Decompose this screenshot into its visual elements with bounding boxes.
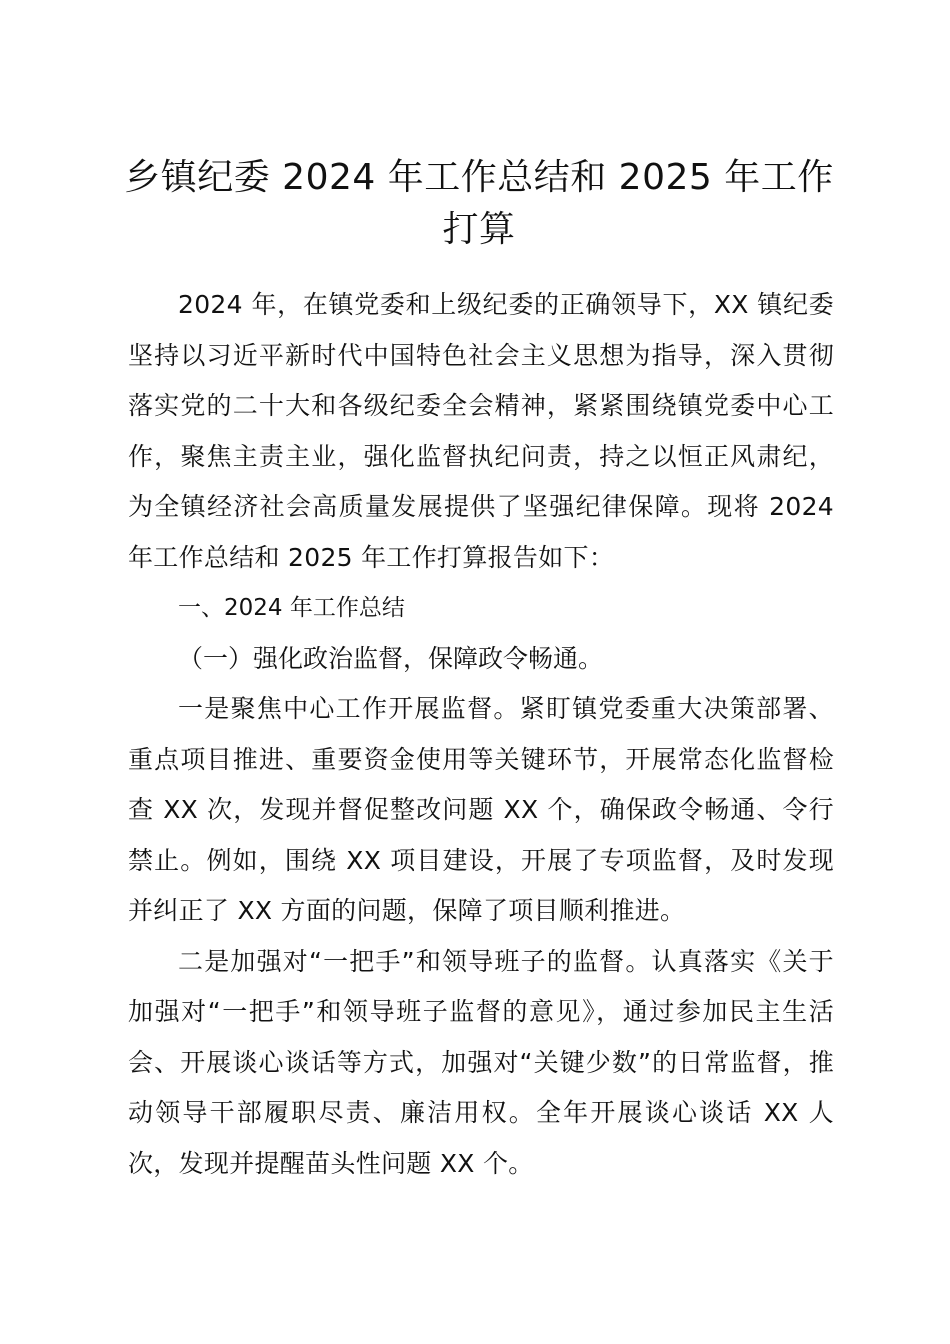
point-paragraph-2: 二是加强对“一把手”和领导班子的监督。认真落实《关于加强对“一把手”和领导班子监督的意见》，通过参加民主生活会、开展谈心谈话等方式，加强对“关键少数”的日常监督，推动领导干部履职尽责、廉洁用权。全年开展谈心谈话 XX 人次，发现并提醒苗头性问题 XX 个。 (128, 946, 834, 1178)
document-title: 乡镇纪委 2024 年工作总结和 2025 年工作打算 (124, 157, 834, 250)
section-heading: 一、2024 年工作总结 (178, 595, 405, 621)
intro-paragraph: 2024 年，在镇党委和上级纪委的正确领导下，XX 镇纪委坚持以习近平新时代中国特色社会主义思想为指导，深入贯彻落实党的二十大和各级纪委全会精神，紧紧围绕镇党委中心工作，聚焦主责主业，强化监督执纪问责，持之以恒正风肃纪，为全镇经济社会高质量发展提供了坚强纪律保障。现将 2024 年工作总结和 2025 年工作打算报告如下： (128, 290, 834, 572)
document-body (128, 280, 834, 1189)
subsection-heading: （一）强化政治监督，保障政令畅通。 (178, 643, 604, 673)
point-paragraph-1: 一是聚焦中心工作开展监督。紧盯镇党委重大决策部署、重点项目推进、重要资金使用等关键环节，开展常态化监督检查 XX 次，发现并督促整改问题 XX 个，确保政令畅通、令行禁止。例如，围绕 XX 项目建设，开展了专项监督，及时发现并纠正了 XX 方面的问题，保障了项目顺利推进。 (128, 694, 834, 925)
